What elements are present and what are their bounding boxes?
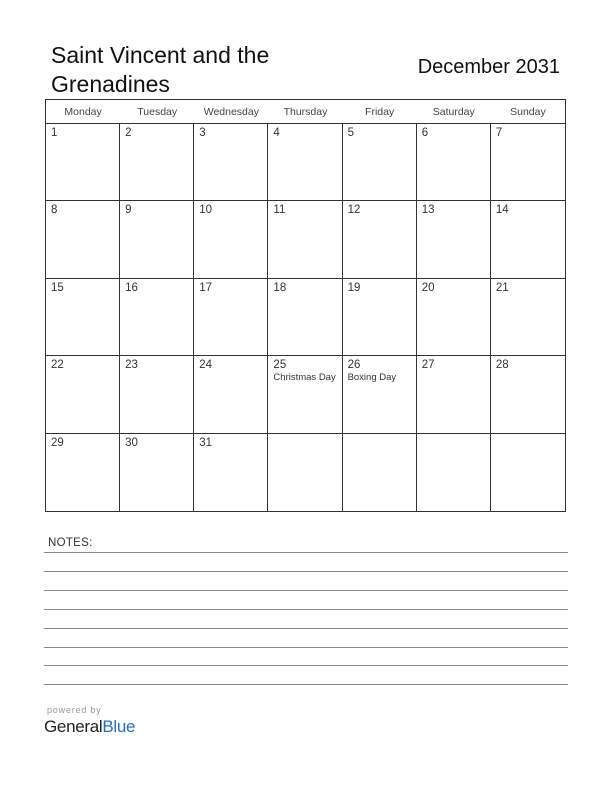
weekday-sunday: Sunday bbox=[510, 106, 546, 118]
calendar-week-5 bbox=[46, 434, 565, 511]
day-number: 5 bbox=[347, 127, 354, 139]
day-number: 23 bbox=[125, 359, 138, 372]
day-cell bbox=[268, 124, 342, 200]
day-number: 30 bbox=[125, 436, 138, 449]
day-cell bbox=[343, 124, 417, 200]
day-cell bbox=[491, 279, 565, 355]
brand-logo bbox=[44, 717, 135, 737]
weekday-monday: Monday bbox=[64, 106, 102, 118]
day-number: 24 bbox=[199, 359, 213, 372]
calendar-weeks bbox=[46, 124, 565, 511]
notes-label: NOTES: bbox=[48, 537, 93, 549]
day-number: 17 bbox=[199, 281, 213, 294]
day-number: 8 bbox=[51, 204, 58, 217]
day-cell bbox=[491, 201, 565, 277]
day-number: 25 bbox=[273, 359, 287, 372]
day-cell bbox=[491, 124, 565, 200]
weekday-saturday: Saturday bbox=[432, 106, 475, 118]
calendar-grid bbox=[45, 99, 566, 512]
brand-name-blue: Blue bbox=[102, 717, 136, 736]
day-cell bbox=[194, 124, 268, 200]
note-line bbox=[44, 552, 568, 553]
day-number: 21 bbox=[495, 281, 509, 294]
day-cell bbox=[46, 356, 120, 432]
calendar-week-1 bbox=[46, 124, 565, 201]
day-number: 29 bbox=[51, 436, 64, 449]
day-number: 4 bbox=[273, 127, 280, 139]
day-cell bbox=[268, 201, 342, 277]
holiday-label: Boxing Day bbox=[347, 372, 397, 384]
day-number: 7 bbox=[495, 127, 503, 139]
day-number: 13 bbox=[421, 204, 435, 217]
day-number: 12 bbox=[347, 204, 361, 217]
day-cell bbox=[46, 201, 120, 277]
country-title: Saint Vincent and the Grenadines bbox=[51, 42, 270, 97]
day-number: 18 bbox=[273, 281, 287, 294]
powered-by-text: powered by bbox=[47, 705, 102, 715]
weekday-header-row bbox=[46, 100, 565, 124]
calendar-week-3 bbox=[46, 279, 565, 356]
note-line bbox=[44, 590, 568, 591]
day-cell bbox=[120, 356, 194, 432]
note-line bbox=[44, 628, 568, 629]
day-cell bbox=[46, 434, 120, 511]
weekday-wednesday: Wednesday bbox=[203, 106, 259, 118]
day-cell bbox=[194, 434, 268, 511]
day-number: 2 bbox=[125, 127, 132, 139]
day-cell bbox=[268, 279, 342, 355]
day-cell bbox=[417, 356, 491, 432]
day-cell bbox=[491, 434, 565, 511]
day-number: 1 bbox=[51, 127, 58, 139]
day-number: 10 bbox=[199, 204, 213, 217]
weekday-tuesday: Tuesday bbox=[137, 106, 178, 118]
day-cell bbox=[343, 434, 417, 511]
day-cell bbox=[417, 201, 491, 277]
day-cell bbox=[491, 356, 565, 432]
day-number: 11 bbox=[273, 204, 286, 217]
day-cell bbox=[194, 356, 268, 432]
day-cell bbox=[343, 279, 417, 355]
day-cell bbox=[194, 279, 268, 355]
day-cell bbox=[417, 434, 491, 511]
note-line bbox=[44, 684, 568, 685]
day-cell bbox=[268, 356, 342, 432]
calendar-week-4 bbox=[46, 356, 565, 433]
day-number: 16 bbox=[125, 281, 138, 294]
day-number: 20 bbox=[421, 281, 435, 294]
note-line bbox=[44, 647, 568, 648]
day-cell bbox=[417, 279, 491, 355]
day-number: 9 bbox=[125, 204, 132, 217]
day-number: 15 bbox=[51, 281, 64, 294]
note-line bbox=[44, 665, 568, 666]
day-cell bbox=[46, 124, 120, 200]
note-line bbox=[44, 571, 568, 572]
note-line bbox=[44, 609, 568, 610]
holiday-label: Christmas Day bbox=[273, 372, 336, 384]
brand-name-general: General bbox=[44, 717, 103, 736]
day-cell bbox=[120, 201, 194, 277]
day-cell bbox=[120, 124, 194, 200]
calendar-week-2 bbox=[46, 201, 565, 278]
day-number: 6 bbox=[421, 127, 429, 139]
weekday-friday: Friday bbox=[365, 106, 395, 118]
day-cell bbox=[46, 279, 120, 355]
day-cell bbox=[194, 201, 268, 277]
day-number: 3 bbox=[199, 127, 206, 139]
day-number: 22 bbox=[51, 359, 64, 372]
day-cell bbox=[417, 124, 491, 200]
day-cell bbox=[120, 434, 194, 511]
weekday-thursday: Thursday bbox=[283, 106, 328, 118]
day-number: 19 bbox=[347, 281, 361, 294]
day-number: 26 bbox=[347, 359, 361, 372]
day-number: 31 bbox=[199, 436, 213, 449]
day-cell bbox=[268, 434, 342, 511]
day-cell bbox=[343, 201, 417, 277]
day-cell bbox=[120, 279, 194, 355]
day-number: 14 bbox=[495, 204, 509, 217]
day-number: 28 bbox=[495, 359, 509, 372]
month-year-title: December 2031 bbox=[417, 56, 560, 78]
day-number: 27 bbox=[421, 359, 435, 372]
day-cell bbox=[343, 356, 417, 432]
